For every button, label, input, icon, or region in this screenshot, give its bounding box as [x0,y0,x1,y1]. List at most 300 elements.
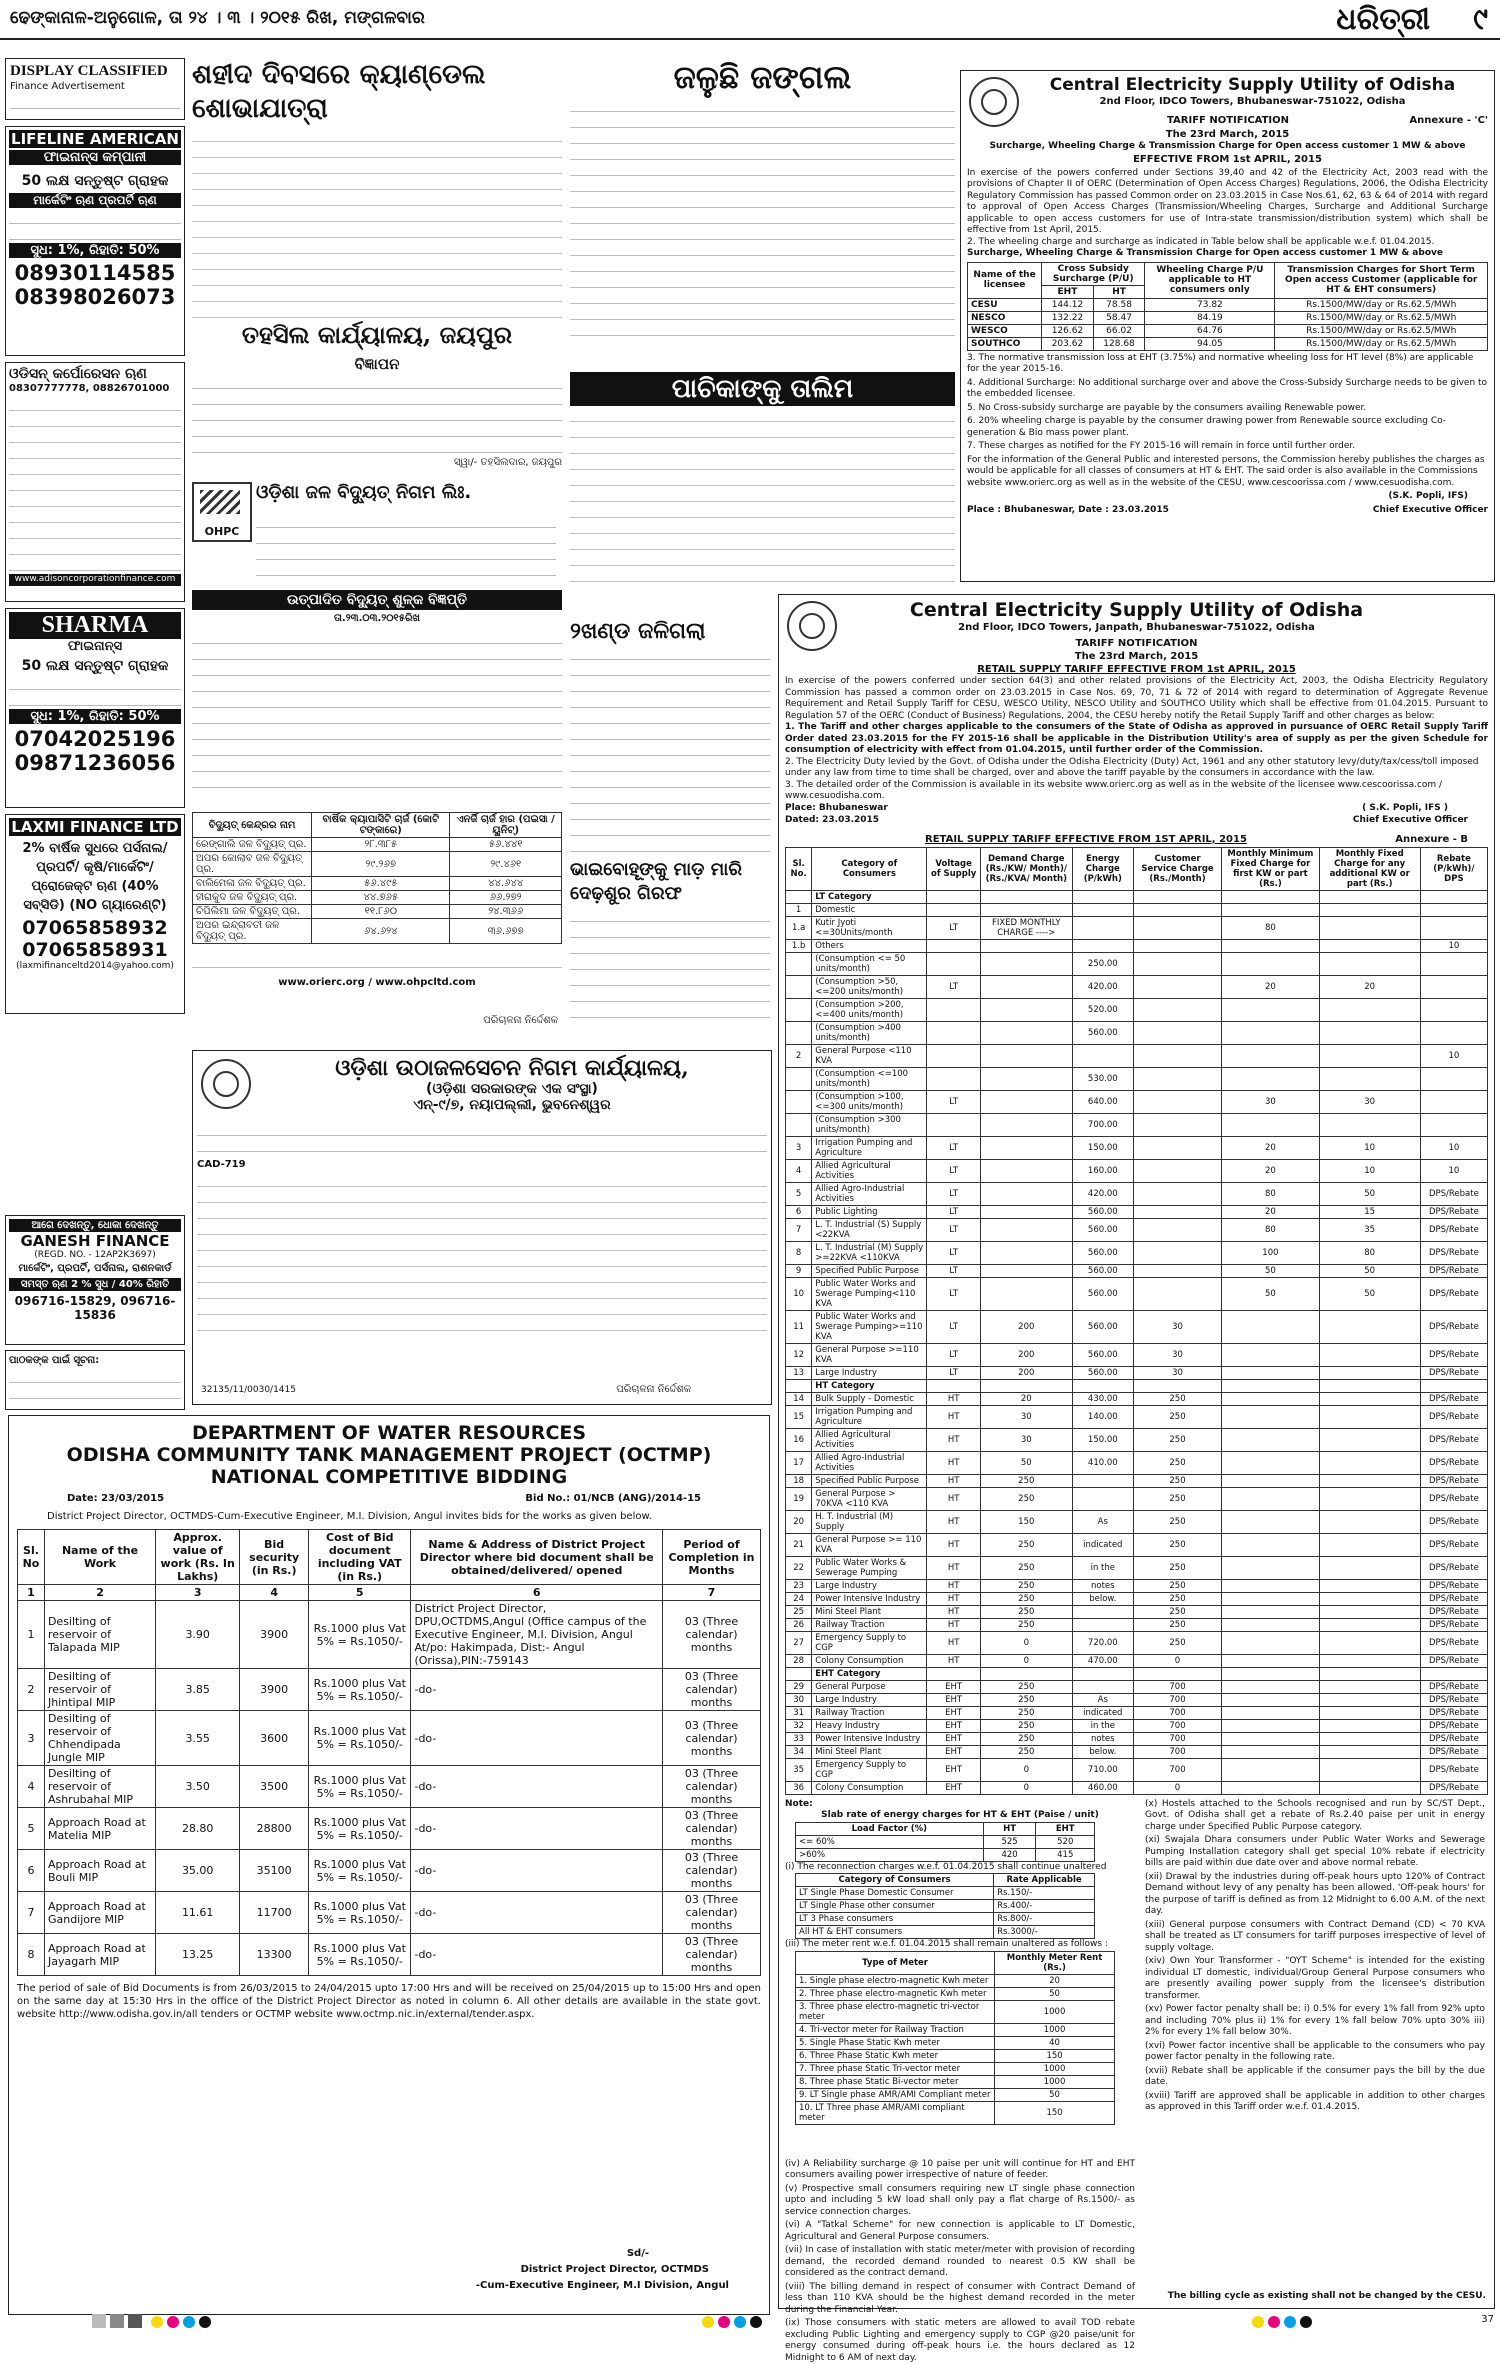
cesu2-cell: below. [1072,1745,1133,1758]
cesu2-cell [1222,1631,1319,1654]
meter-cell: 1000 [995,2023,1115,2036]
cesu2-cell [1319,1379,1420,1392]
cesu2-cell [1133,975,1221,998]
reconnect-cell: LT Single Phase other consumer [796,1900,994,1913]
cesu2-cell [1319,1781,1420,1794]
cesu2-cell: LT [927,1218,980,1241]
ohpc-tariff-table [192,812,562,944]
owr-cell: -do- [411,1892,663,1934]
cesu2-cell [1222,1745,1319,1758]
owr-cell: 3900 [240,1601,309,1669]
lifeline-phone-2: 08398026073 [9,285,181,309]
cesu1-note: 6. 20% wheeling charge is payable by the consumer drawing power from Renewable source excluding Co-generation & Bio mass power plant. [967,416,1488,439]
cesu2-cell: 420.00 [1072,1182,1133,1205]
story-forest-fire [570,58,955,368]
slab-cell: 415 [1036,1848,1095,1861]
cesu2-slab-unit: (Paise / unit) [1034,1810,1099,1820]
cesu2-cell: 250 [1133,1451,1221,1474]
cesu2-cell: 2 [786,1044,812,1067]
slab-row [796,1848,1095,1861]
cesu2-date: The 23rd March, 2015 [785,650,1488,663]
cesu2-cell: DPS/Rebate [1420,1277,1487,1310]
cesu2-cell: Heavy Industry [812,1719,927,1732]
cesu1-cell: 144.12 [1042,298,1094,311]
cesu2-row [786,1159,1488,1182]
cesu2-cell: (Consumption >50, <=200 units/month) [812,975,927,998]
owr-cell: Approach Road at Bouli MIP [44,1850,155,1892]
cesu2-cell: 560.00 [1072,1205,1133,1218]
cesu1-cell: Rs.1500/MW/day or Rs.62.5/MWh [1275,298,1488,311]
meter-row [796,1987,1115,2000]
cesu2-cell [927,1113,980,1136]
reconnect-cell: Rs.400/- [994,1900,1095,1913]
owr-cell: Rs.1000 plus Vat 5% = Rs.1050/- [309,1934,411,1976]
meter-cell: 8. Three phase Static Bi-vector meter [796,2075,995,2088]
ohpc-row [193,919,562,944]
cesu2-cell: Large Industry [812,1579,927,1592]
cesu2-cell: 700 [1133,1719,1221,1732]
laxmi-ad [5,814,185,1014]
meter-row [796,2036,1115,2049]
cesu2-cell: 10 [1420,1159,1487,1182]
cesu2-header-0: Sl. No. [786,847,812,890]
cesu2-cell: 250 [1133,1631,1221,1654]
cesu2-cell: 470.00 [1072,1654,1133,1667]
cesu2-cell [1222,903,1319,916]
cesu1-title: Central Electricity Supply Utility of Odisha [1017,75,1488,95]
cesu2-cell: DPS/Rebate [1420,1745,1487,1758]
cesu2-cell [980,998,1072,1021]
cesu2-cell: 520.00 [1072,998,1133,1021]
cesu2-cell: HT [927,1631,980,1654]
cesu2-cell [980,1113,1072,1136]
story-cook-training-headline: ପାଚିକାଙ୍କୁ ତାଲିମ [570,372,955,406]
cesu2-cell: 30 [980,1428,1072,1451]
cesu2-cell [1420,998,1487,1021]
cesu1-note: For the information of the General Public and interested persons, the Commission hereby publishes the charges as would be applicable for all classes of consumers at HT & EHT. The said order is also available in the Commissions website www.orierc.org as well as in the website of the CESU, www.cescoorissa.com / www.cesuodisha.com. [967,455,1488,490]
cesu1-th-ht: HT [1093,285,1145,298]
cesu2-cell: 50 [1319,1182,1420,1205]
ohpc-row [193,891,562,905]
cesu2-cell: 250 [1133,1405,1221,1428]
cesu2-header-1: Category of Consumers [812,847,927,890]
meter-row [796,2062,1115,2075]
cesu2-row [786,1719,1488,1732]
cesu2-cell: 150.00 [1072,1136,1133,1159]
cesu2-row [786,1205,1488,1218]
owr-cell: Approach Road at Matelia MIP [44,1808,155,1850]
adison-website[interactable]: www.adisoncorporationfinance.com [9,574,181,586]
cesu1-note: 7. These charges as notified for the FY 2015-16 will remain in force until further order. [967,441,1488,453]
cesu2-cell [1222,1605,1319,1618]
cesu2-cell: 0 [980,1758,1072,1781]
owr-header-4: Cost of Bid document including VAT (in Rs.) [309,1530,411,1585]
ohpc-header-1: ବାର୍ଷିକ କ୍ୟାପାସିଟି ଚାର୍ଜ (କୋଟି ଟଙ୍କାରେ) [312,813,450,838]
owr-cell: 3.85 [156,1669,240,1711]
cesu2-cell: DPS/Rebate [1420,1392,1487,1405]
cesu2-cell [1420,1379,1487,1392]
cesu1-note: 4. Additional Surcharge: No additional surcharge over and above the Cross-Subsidy Surcharge needs to be given to the embedded licensee. [967,378,1488,401]
story-candle-march-headline: ଶହୀଦ ଦିବସରେ କ୍ୟାଣ୍ଡେଲ ଶୋଭାଯାତ୍ରା [192,58,562,126]
cesu2-cell: DPS/Rebate [1420,1510,1487,1533]
ohpc-sub: ଉତ୍ପାଦିତ ବିଦ୍ୟୁତ୍ ଶୁଳ୍କ ବିଜ୍ଞପ୍ତି [192,590,562,610]
cesu2-cell: 3 [786,1136,812,1159]
cesu2-cell [980,952,1072,975]
cesu2-cell: HT [927,1428,980,1451]
cesu2-cell: 0 [980,1654,1072,1667]
cesu1-row [968,337,1488,350]
cesu2-cell: (Consumption >300 units/month) [812,1113,927,1136]
cesu2-cell: 20 [786,1510,812,1533]
cesu2-cell: (Consumption >200, <=400 units/month) [812,998,927,1021]
cesu2-cell [1133,1113,1221,1136]
cesu2-left-note: (iv) A Reliability surcharge @ 10 paise per unit will continue for HT and EHT consumers availing power irrespective of nature of feeder. [785,2159,1135,2182]
cesu2-cell: 1 [786,903,812,916]
cesu2-cell [1222,1667,1319,1680]
cesu2-header-2: Voltage of Supply [927,847,980,890]
cesu2-cell: DPS/Rebate [1420,1579,1487,1592]
cesu2-row [786,1218,1488,1241]
page-footer [0,2313,1500,2328]
cesu1-note2: 2. The wheeling charge and surcharge as indicated in Table below shall be applicable w.e.f. 01.04.2015. [967,237,1488,249]
cesu2-para2: 2. The Electricity Duty levied by the Govt. of Odisha under the Odisha Electricity (Duty) Act, 1961 and any other statutory levy/duty/tax/cess/toll imposed under any law from time to time shall be charged, over and above the tariff payable by the consumers in accordance with the law. [785,757,1488,780]
meter-row [796,2000,1115,2023]
tahasil-sign: ସ୍ୱା/- ତହସିଲଦାର, ଜୟପୁର [192,456,562,469]
owr-cell: 13300 [240,1934,309,1976]
cesu2-cell: DPS/Rebate [1420,1605,1487,1618]
cesu2-cell [1222,1706,1319,1719]
owr-cell: 35.00 [156,1850,240,1892]
cesu2-cell: 18 [786,1474,812,1487]
meter-row [796,2049,1115,2062]
cesu2-cell: 250 [980,1680,1072,1693]
reconnect-row [796,1887,1095,1900]
cesu1-note: 3. The normative transmission loss at EHT (3.75%) and normative wheeling loss for HT level (8%) are applicable for the year 2015-16. [967,353,1488,376]
cesu1-subject: Surcharge, Wheeling Charge & Transmission Charge for Open access customer 1 MW & above [967,141,1488,153]
cesu2-left-note: (ix) Those consumers with static meters are allowed to avail TOD rebate excluding Public Lighting and emergency supply to CGP @20 paise/unit for energy consumed during off-peak hours i.e. the hours declared as 12 Midnight to 6 AM of next day. [785,2318,1135,2364]
reconnect-row [796,1926,1095,1939]
cesu2-cell [1222,1379,1319,1392]
reconnect-cell: LT Single Phase Domestic Consumer [796,1887,994,1900]
cesu2-cell: 700 [1133,1706,1221,1719]
dateline: ଢେଙ୍କାନାଳ-ଅନୁଗୋଳ, ତା ୨୪ । ୩ । ୨୦୧୫ ରିଖ, ମଙ୍ଗଳବାର [10,8,425,28]
lift-ref: CAD-719 [197,1158,767,1171]
reconnect-cell: All HT & EHT consumers [796,1926,994,1939]
cesu2-cell: 250 [980,1556,1072,1579]
cesu2-cell [1133,1667,1221,1680]
cesu-retail-tariff-notice [778,594,1495,2309]
cesu2-cell [1133,1205,1221,1218]
owr-num-header-1: 2 [44,1585,155,1601]
ganesh-phones: 096716-15829, 096716-15836 [9,1294,181,1322]
cesu2-cell [980,1218,1072,1241]
cesu2-reconnect-title: (i) The reconnection charges w.e.f. 01.04.2015 shall continue unaltered [785,1862,1135,1874]
slab-header-1: HT [983,1822,1036,1835]
owr-cell: 3.55 [156,1711,240,1766]
owr-cell: 3 [18,1711,45,1766]
cesu2-cell: DPS/Rebate [1420,1405,1487,1428]
tahasil-title: ତହସିଲ କାର୍ଯ୍ୟାଳୟ, ଜୟପୁର [192,320,562,349]
cesu2-cell: 710.00 [1072,1758,1133,1781]
owr-cell: -do- [411,1850,663,1892]
cesu2-cell: EHT [927,1693,980,1706]
cesu2-cell: HT [927,1618,980,1631]
cesu2-cell: 250 [1133,1592,1221,1605]
cesu2-cell: 140.00 [1072,1405,1133,1428]
ohpc-website[interactable]: www.orierc.org / www.ohpcltd.com [192,976,562,989]
cesu2-cell: 10 [1420,939,1487,952]
meter-cell: 20 [995,1974,1115,1987]
cesu2-cell [1319,1605,1420,1618]
cesu2-cell: HT [927,1451,980,1474]
cesu1-place: Place : Bhubaneswar, Date : 23.03.2015 [967,505,1169,517]
cesu2-cell: HT [927,1654,980,1667]
cesu2-cell: below. [1072,1592,1133,1605]
sharma-line1: 50 ଲକ୍ଷ ସନ୍ତୁଷ୍ଟ ଗ୍ରାହକ [9,658,181,674]
cesu2-cell: HT [927,1533,980,1556]
cesu1-th-eht: EHT [1042,285,1094,298]
cesu2-cell: 420.00 [1072,975,1133,998]
cesu2-cell: 560.00 [1072,1021,1133,1044]
cesu2-cell: Power Intensive Industry [812,1732,927,1745]
owr-cell: 11700 [240,1892,309,1934]
cesu2-cell [1133,1136,1221,1159]
cesu2-row [786,1392,1488,1405]
cesu2-cell [1222,1451,1319,1474]
cesu2-cell [1222,1310,1319,1343]
cesu2-cell: 0 [980,1781,1072,1794]
cesu2-row [786,975,1488,998]
cesu1-note: 5. No Cross-subsidy surcharge are payable by the consumers availing Renewable power. [967,403,1488,415]
cesu2-cell: Public Water Works and Swerage Pumping>=110 KVA [812,1310,927,1343]
cesu2-row [786,1113,1488,1136]
cesu-open-access-notice [960,70,1495,582]
cesu2-cell [980,890,1072,903]
ganesh-ad-wrap [5,1215,185,1345]
owr-num-header-2: 3 [156,1585,240,1601]
cesu2-tariff-table [785,847,1488,1795]
ohpc-cell: ୧୧.୮୬୦ [312,905,450,919]
story-assault-headline: ଭାଇବୋହୂଙ୍କୁ ମାଡ଼ ମାରି ଦେଢ଼ଶୁର ଗିରଫ [570,858,770,906]
laxmi-title: LAXMI FINANCE LTD [9,818,181,836]
cesu2-cell [1072,1680,1133,1693]
ganesh-sub: ମାର୍କେଟିଂ, ପ୍ରପର୍ଟି, ପର୍ସନାଲ, ରାଶନକାର୍ଡ [9,1262,181,1275]
cesu2-row [786,1605,1488,1618]
cesu1-cell: 94.05 [1145,337,1275,350]
owr-cell: 03 (Three calendar) months [663,1892,761,1934]
cesu2-right-note: (xvii) Rebate shall be applicable if the consumer pays the bill by the due date. [1145,2066,1485,2089]
cesu1-cell: 128.68 [1093,337,1145,350]
cesu2-cell: 50 [1319,1264,1420,1277]
cesu2-cell [980,1182,1072,1205]
cesu2-cell: 7 [786,1218,812,1241]
cesu2-cell [1222,1781,1319,1794]
cesu2-cell: 250 [980,1487,1072,1510]
cesu2-cell [1072,1667,1133,1680]
cesu2-cell: Public Water Works & Sewerage Pumping [812,1556,927,1579]
octmp-tender-notice [8,1415,770,2315]
cesu2-cell: DPS/Rebate [1420,1366,1487,1379]
laxmi-email[interactable]: (laxmifinanceltd2014@yahoo.com) [9,961,181,973]
cesu1-row [968,311,1488,324]
cesu2-cell: 35 [786,1758,812,1781]
cesu2-cell [980,1241,1072,1264]
meter-cell: 1000 [995,2075,1115,2088]
cesu2-cell [1420,903,1487,916]
story-cook-training [570,372,955,612]
cesu2-cell: DPS/Rebate [1420,1556,1487,1579]
cesu2-cell [927,1021,980,1044]
cesu2-header-7: Monthly Fixed Charge for any additional KW or part (Rs.) [1319,847,1420,890]
cesu2-cell [980,1044,1072,1067]
cesu2-cell: 250 [1133,1618,1221,1631]
owr-bid-no: Bid No.: 01/NCB (ANG)/2014-15 [525,1492,701,1505]
slab-header-0: Load Factor (%) [796,1822,984,1835]
cesu2-cell: Domestic [812,903,927,916]
meter-header-0: Type of Meter [796,1951,995,1974]
ohpc-cell: ୩୬.୬୭୭ [450,919,562,944]
cesu2-cell: DPS/Rebate [1420,1474,1487,1487]
cesu2-cell: 250 [1133,1392,1221,1405]
ohpc-cell: ୨୯.୨୬୭ [312,852,450,877]
owr-cell: 03 (Three calendar) months [663,1934,761,1976]
lightning-icon [200,490,240,514]
cesu2-cell: 0 [980,1631,1072,1654]
owr-cell: Rs.1000 plus Vat 5% = Rs.1050/- [309,1766,411,1808]
meter-cell: 50 [995,1987,1115,2000]
cesu2-cell [1133,1044,1221,1067]
cesu2-cell: 250 [1133,1474,1221,1487]
cesu2-cell: H. T. Industrial (M) Supply [812,1510,927,1533]
ohpc-cell: ଚିପିଲିମା ଜଳ ବିଦ୍ୟୁତ୍ ପ୍ର. [193,905,312,919]
cesu2-cell [1222,952,1319,975]
cesu2-cell [1222,1343,1319,1366]
cesu2-cell [980,1264,1072,1277]
owr-cell: Rs.1000 plus Vat 5% = Rs.1050/- [309,1808,411,1850]
cesu2-row [786,1021,1488,1044]
meter-row [796,2101,1115,2124]
cesu2-cell: HT [927,1474,980,1487]
owr-header-0: Sl. No [18,1530,45,1585]
cesu2-cell: 21 [786,1533,812,1556]
cesu1-cell: Rs.1500/MW/day or Rs.62.5/MWh [1275,311,1488,324]
cesu2-cell: LT [927,1241,980,1264]
cesu2-cell [786,1379,812,1392]
cesu2-cell [1133,1218,1221,1241]
cesu2-cell [1319,1719,1420,1732]
cesu2-cell: 30 [1222,1090,1319,1113]
cesu2-cell [1420,890,1487,903]
cesu2-cell: DPS/Rebate [1420,1310,1487,1343]
cesu1-address: 2nd Floor, IDCO Towers, Bhubaneswar-751022, Odisha [1017,95,1488,108]
cesu2-cell: 250 [1133,1605,1221,1618]
reconnect-cell: Rs.3000/- [994,1926,1095,1939]
cesu2-row [786,916,1488,939]
cesu1-cell: 64.76 [1145,324,1275,337]
meter-cell: 10. LT Three phase AMR/AMI compliant meter [796,2101,995,2124]
cesu2-cell [1420,1090,1487,1113]
ohpc-sign: ପରିଚାଳନା ନିର୍ଦ୍ଦେଶକ [483,1014,558,1027]
meter-cell: 150 [995,2101,1115,2124]
cesu2-cell: 640.00 [1072,1090,1133,1113]
owr-header-3: Bid security (in Rs.) [240,1530,309,1585]
sharma-rate: ସୁଧ: 1%, ରିହାତି: 50% [9,709,181,724]
cesu2-cell: 27 [786,1631,812,1654]
cesu2-cell: 9 [786,1264,812,1277]
meter-cell: 5. Single Phase Static Kwh meter [796,2036,995,2049]
meter-cell: 2. Three phase electro-magnetic Kwh meter [796,1987,995,2000]
owr-project: ODISHA COMMUNITY TANK MANAGEMENT PROJECT (OCTMP) [17,1444,761,1466]
owr-cell: Rs.1000 plus Vat 5% = Rs.1050/- [309,1669,411,1711]
cesu1-cell: 132.22 [1042,311,1094,324]
cesu2-row [786,1136,1488,1159]
cesu2-cell: 250 [1133,1579,1221,1592]
cesu2-cell: 4 [786,1159,812,1182]
cesu2-row [786,1067,1488,1090]
owr-sign-name: District Project Director, OCTMDS [521,2263,709,2276]
cesu2-cell [1222,939,1319,952]
cesu2-cell: 12 [786,1343,812,1366]
cesu2-row [786,1343,1488,1366]
cesu2-cell [1319,1021,1420,1044]
cesu2-cell [1072,890,1133,903]
cesu2-cell [1222,890,1319,903]
cesu2-cell: As [1072,1510,1133,1533]
lift-sign: ପରିଚାଳନା ନିର୍ଦ୍ଦେଶକ [616,1383,691,1396]
cesu2-cell: HT [927,1579,980,1592]
cesu2-cell: 460.00 [1072,1781,1133,1794]
cesu2-signer-title: Chief Executive Officer [1353,815,1468,827]
cesu2-cell: HT [927,1392,980,1405]
cesu2-cell: DPS/Rebate [1420,1487,1487,1510]
registration-marks-left [90,2313,213,2332]
cesu2-cell: 15 [786,1405,812,1428]
cesu2-cell: Emergency Supply to CGP [812,1631,927,1654]
cesu2-cell: Emergency Supply to CGP [812,1758,927,1781]
cesu2-cell: (Consumption <=100 units/month) [812,1067,927,1090]
cesu2-cell [1222,1474,1319,1487]
cesu2-cell: (Consumption >100, <=300 units/month) [812,1090,927,1113]
cesu1-cell: 58.47 [1093,311,1145,324]
cesu2-cell [1319,1343,1420,1366]
cesu2-cell: 20 [980,1392,1072,1405]
cesu2-cell [980,1205,1072,1218]
cesu2-cell [980,1021,1072,1044]
owr-cell: 3500 [240,1766,309,1808]
cesu2-cell [1072,1618,1133,1631]
cesu2-cell [1319,1310,1420,1343]
cesu2-cell [1319,1392,1420,1405]
cesu2-cell: FIXED MONTHLY CHARGE ----> [980,916,1072,939]
owr-cell: Rs.1000 plus Vat 5% = Rs.1050/- [309,1892,411,1934]
cesu2-cell [1133,1159,1221,1182]
cesu2-cell: 30 [980,1405,1072,1428]
cesu2-left-note: (vi) A "Tatkal Scheme" for new connection is applicable to LT Domestic, Agricultural and General Purpose consumers. [785,2220,1135,2243]
cesu2-cell: 30 [786,1693,812,1706]
cesu2-cell: DPS/Rebate [1420,1241,1487,1264]
cesu1-signer-title: Chief Executive Officer [1373,505,1488,517]
cesu2-cell [1222,1758,1319,1781]
cesu2-cell [1133,890,1221,903]
cesu2-cell: DPS/Rebate [1420,1631,1487,1654]
cesu2-cell [1319,1631,1420,1654]
cesu2-cell: 150.00 [1072,1428,1133,1451]
cesu2-cell [1133,1090,1221,1113]
cesu2-cell: notes [1072,1732,1133,1745]
cesu1-table [967,262,1488,351]
story-forest-fire-headline: ଜଳୁଛି ଜଙ୍ଗଲ [570,58,955,96]
cesu2-cell: in the [1072,1556,1133,1579]
